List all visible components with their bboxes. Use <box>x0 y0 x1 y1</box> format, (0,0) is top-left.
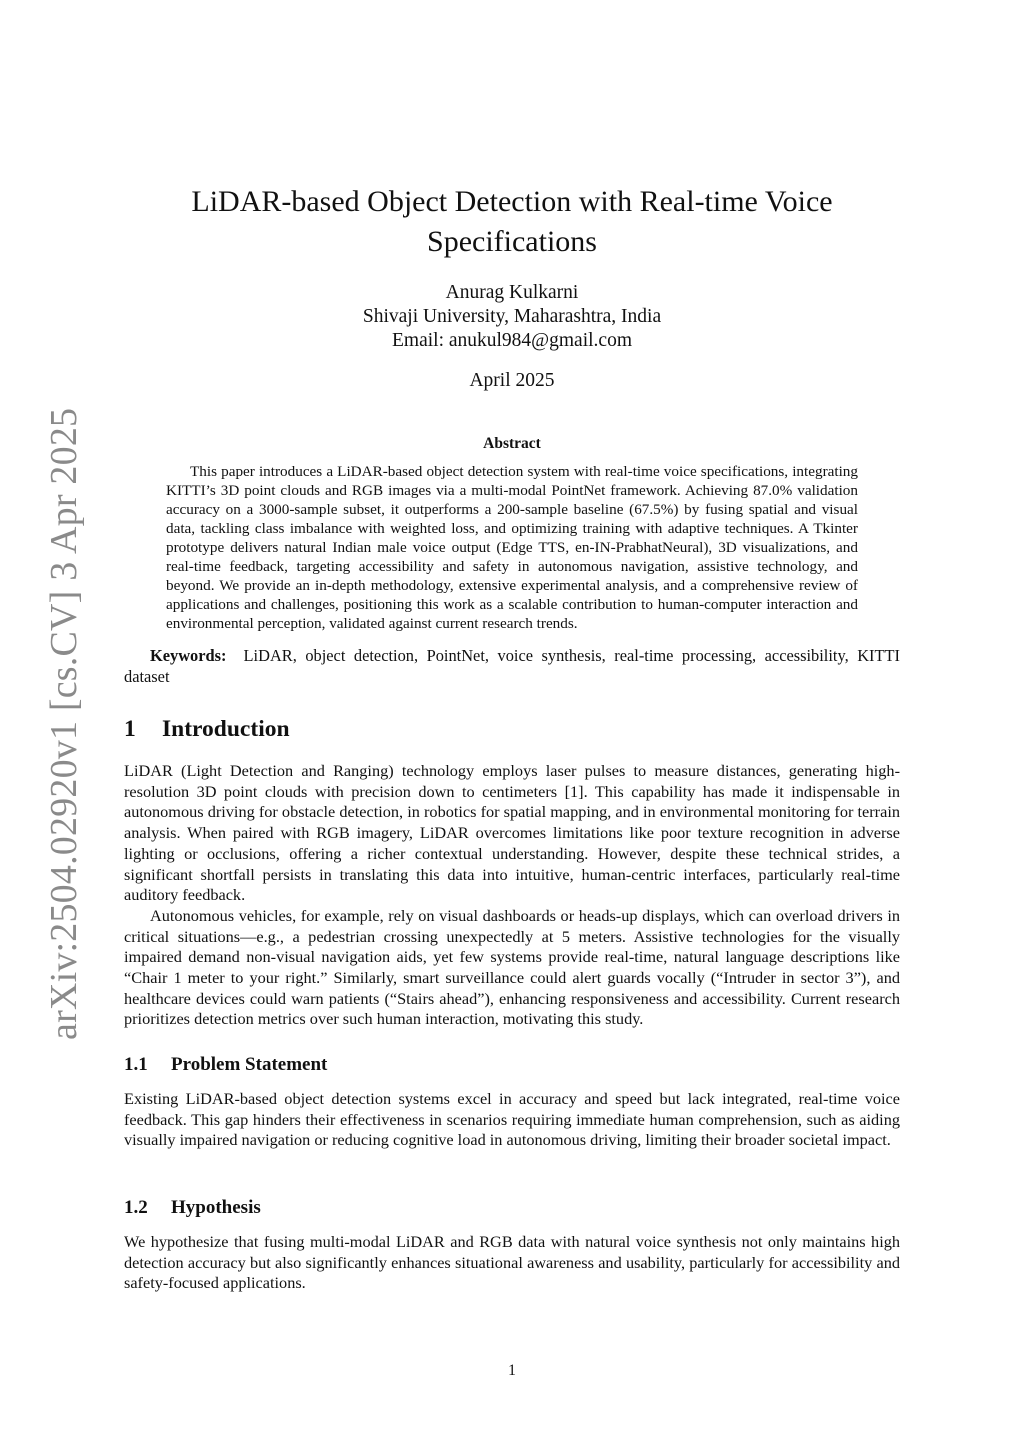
author-name: Anurag Kulkarni <box>445 282 579 303</box>
subsection-title: Hypothesis <box>171 1197 261 1218</box>
section-heading-introduction <box>124 714 900 744</box>
subsection-heading-hypothesis <box>124 1196 900 1220</box>
subsection-heading-problem-statement <box>124 1053 900 1077</box>
subsection-number: 1.2 <box>124 1197 148 1218</box>
abstract-heading: Abstract <box>483 435 541 452</box>
problem-statement-text: Existing LiDAR-based object detection systems excel in accuracy and speed but lack integrated, real-time voice feedback. This gap hinders their effectiveness in scenarios requiring immediate human comprehension, such as aiding visually impaired navigation or reducing cognitive load in autonomous driving, limiting their broader societal impact. <box>124 1089 900 1150</box>
subsection-number: 1.1 <box>124 1054 148 1075</box>
page-number: 1 <box>508 1362 516 1379</box>
publication-date: April 2025 <box>469 370 555 391</box>
author-email[interactable]: Email: anukul984@gmail.com <box>392 330 632 351</box>
keywords-text: LiDAR, object detection, PointNet, voice synthesis, real-time processing, accessibility, KITTI dataset <box>124 646 900 686</box>
keywords-label: Keywords: <box>150 646 227 665</box>
arxiv-identifier-stamp[interactable]: arXiv:2504.02920v1 [cs.CV] 3 Apr 2025 <box>43 407 85 1040</box>
author-block <box>124 281 900 353</box>
author-affiliation: Shivaji University, Maharashtra, India <box>362 306 662 327</box>
paper-title: LiDAR-based Object Detection with Real-time Voice Specifications <box>191 185 833 258</box>
introduction-body <box>124 761 900 1030</box>
section-number: 1 <box>124 716 136 742</box>
abstract-text: This paper introduces a LiDAR-based object detection system with real-time voice specifications, integrating KITTI’s 3D point clouds and RGB images via a multi-modal PointNet framework. Achieving 87.0% validation accuracy on a 3000-sample subset, it outperforms a 200-sample baseline (67.5%) by fusing spatial and visual data, tackling class imbalance with weighted loss, and optimizing training with adaptive techniques. A Tkinter prototype delivers natural Indian male voice output (Edge TTS, en-IN-PrabhatNeural), 3D visualizations, and real-time feedback, targeting accessibility and safety in autonomous navigation, assistive technology, and beyond. We provide an in-depth methodology, extensive experimental analysis, and a comprehensive review of applications and challenges, positioning this work as a scalable contribution to human-computer interaction and environmental perception, validated against current research trends. <box>166 463 858 632</box>
section-title: Introduction <box>162 716 290 742</box>
hypothesis-text: We hypothesize that fusing multi-modal LiDAR and RGB data with natural voice synthesis not only maintains high detection accuracy but also significantly enhances situational awareness and usability, particularly for accessibility and safety-focused applications. <box>124 1232 900 1293</box>
keywords <box>124 645 900 687</box>
introduction-paragraph: Autonomous vehicles, for example, rely on visual dashboards or heads-up displays, which can overload drivers in critical situations—e.g., a pedestrian crossing unexpectedly at 5 meters. Assistive technologies for the visually impaired demand non-visual navigation aids, yet few systems provide real-time, natural language descriptions like “Chair 1 meter to your right.” Similarly, smart surveillance could alert guards vocally (“Intruder in sector 3”), and healthcare devices could warn patients (“Stairs ahead”), enhancing responsiveness and accessibility. Current research prioritizes detection metrics over such human interaction, motivating this study. <box>124 905 900 1029</box>
subsection-title: Problem Statement <box>171 1054 328 1075</box>
introduction-paragraph: LiDAR (Light Detection and Ranging) technology employs laser pulses to measure distances, generating high-resolution 3D point clouds with precision down to centimeters [1]. This capability has made it indispensable in autonomous driving for obstacle detection, in robotics for spatial mapping, and in environmental monitoring for terrain analysis. When paired with RGB imagery, LiDAR overcomes limitations like poor texture recognition in adverse lighting or occlusions, offering a richer contextual understanding. However, despite these technical strides, a significant shortfall persists in translating this data into intuitive, human-centric interfaces, particularly real-time auditory feedback. <box>124 761 900 905</box>
